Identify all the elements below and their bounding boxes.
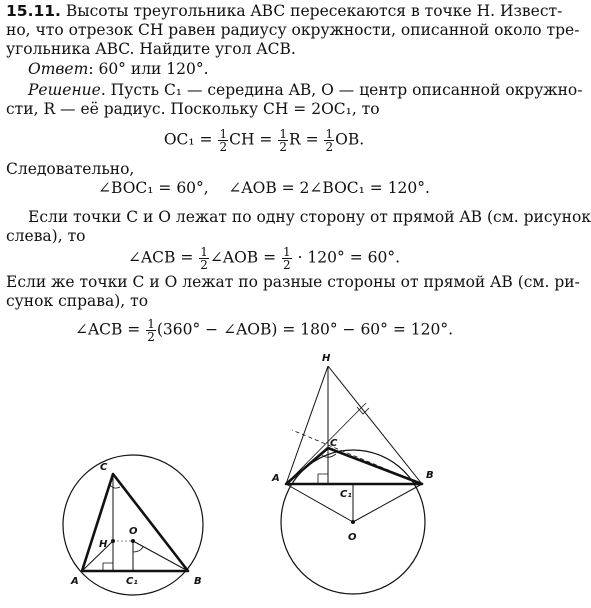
formula-1: OC₁ = $\frac{1}{2}$ CH = $\frac{1}{2}$ R = $\frac{1}{2}$ OB. xyxy=(163,127,365,154)
altitude-a-ext-right xyxy=(286,403,366,484)
fraction-half: $\frac{1}{2}$ xyxy=(283,245,291,272)
fraction-half: $\frac{1}{2}$ xyxy=(219,127,228,154)
altitude-b-ext-right xyxy=(292,430,422,484)
fraction-half: $\frac{1}{2}$ xyxy=(325,127,334,154)
solution-label: Решение xyxy=(28,81,101,99)
problem-line-1: 15.11. Высоты треугольника ABC пересекаются в точке H. Извест- xyxy=(6,2,563,20)
label-o-left: O xyxy=(129,526,138,537)
formula-3: ∠ACB = $\frac{1}{2}$ ∠AOB = $\frac{1}{2}$ · 120° = 60°. xyxy=(127,245,401,272)
label-a-left: A xyxy=(71,576,79,587)
label-c-right: C xyxy=(330,438,338,449)
label-h-left: H xyxy=(99,539,108,550)
formula-2: ∠BOC₁ = 60°, ∠AOB = 2∠BOC₁ = 120°. xyxy=(98,179,430,197)
formula-4: ∠ACB = $\frac{1}{2}$ (360° − ∠AOB) = 180° − 60° = 120°. xyxy=(74,317,454,344)
label-b-left: B xyxy=(194,576,202,587)
fraction-half: $\frac{1}{2}$ xyxy=(147,317,155,344)
label-o-right: O xyxy=(348,532,357,543)
case1-line-1: Если точки C и O лежат по одну сторону от прямой AB (см. рисунок xyxy=(28,208,591,226)
fraction-half: $\frac{1}{2}$ xyxy=(200,245,208,272)
label-c1-right: C₁ xyxy=(340,489,352,500)
case1-line-2: слева), то xyxy=(6,227,86,245)
solution-line-2: сти, R — её радиус. Поскольку CH = 2OC₁, то xyxy=(6,100,380,118)
case2-line-1: Если же точки C и O лежат по разные стороны от прямой AB (см. ри- xyxy=(6,273,580,291)
label-a-right: A xyxy=(272,473,280,484)
right-angle-mark-right-1 xyxy=(318,474,328,484)
label-h-right: H xyxy=(322,353,331,364)
therefore-line: Следовательно, xyxy=(6,160,135,178)
problem-line-2: но, что отрезок CH равен радиусу окружности, описанной около тре- xyxy=(6,21,580,39)
label-b-right: B xyxy=(426,470,434,481)
label-c1-left: C₁ xyxy=(126,576,138,587)
case2-line-2: сунок справа), то xyxy=(6,292,149,310)
label-c-left: C xyxy=(100,462,108,473)
solution-line-1: Решение. Пусть C₁ — середина AB, O — центр описанной окружно- xyxy=(28,81,583,99)
answer-line: Ответ: 60° или 120°. xyxy=(28,60,209,78)
problem-line-3: угольника ABC. Найдите угол ACB. xyxy=(6,40,296,58)
problem-number: 15.11. xyxy=(6,2,61,20)
segment-o-b-right xyxy=(353,484,422,522)
triangle-abc-right xyxy=(286,448,422,484)
answer-label: Ответ xyxy=(28,60,89,78)
point-o-right xyxy=(351,520,355,524)
fraction-half: $\frac{1}{2}$ xyxy=(279,127,287,154)
